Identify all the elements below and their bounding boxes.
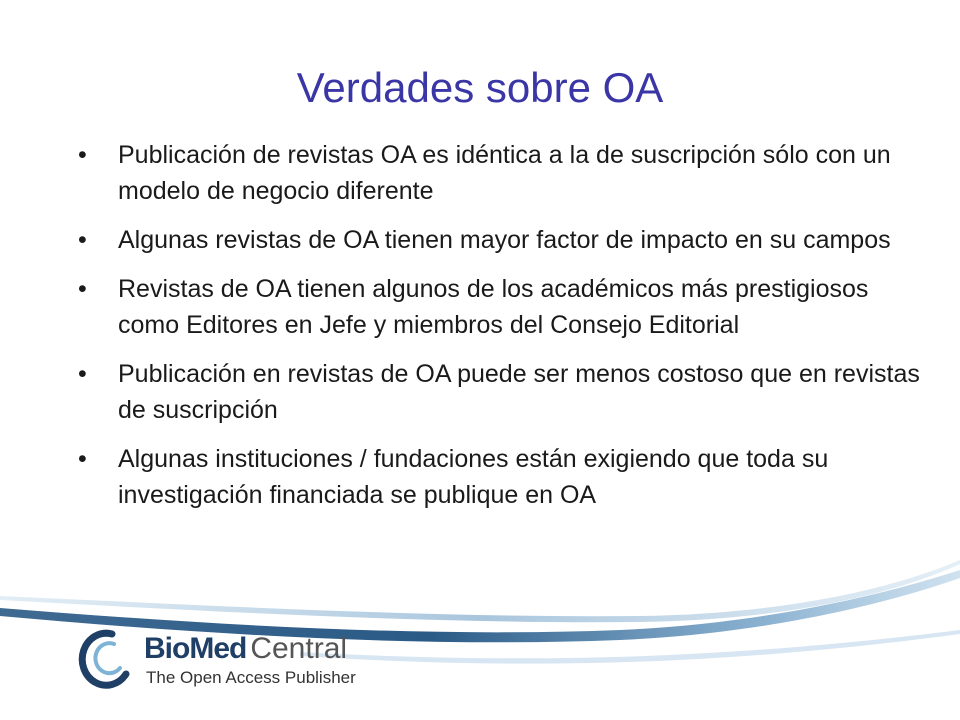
- bullet-marker: •: [78, 445, 87, 473]
- bullet-text: Publicación de revistas OA es idéntica a la de suscripción sólo con un modelo de negocio diferente: [118, 141, 891, 205]
- bullet-text: Algunas instituciones / fundaciones están exigiendo que toda su investigación financiada se publique en OA: [118, 445, 829, 509]
- logo-bio-text: Bio: [144, 632, 190, 665]
- bullet-text: Algunas revistas de OA tienen mayor factor de impacto en su campos: [118, 226, 891, 254]
- bullet-list: [72, 137, 932, 526]
- logo-central-text: Central: [250, 632, 348, 665]
- slide-title: Verdades sobre OA: [296, 64, 664, 111]
- biomed-central-logo: [78, 628, 378, 698]
- logo-med-text: Med: [189, 632, 247, 665]
- bullet-marker: •: [78, 275, 87, 303]
- bullet-text: Publicación en revistas de OA puede ser menos costoso que en revistas de suscripción: [118, 360, 920, 424]
- bullet-marker: •: [78, 141, 87, 169]
- logo-wordmark: [144, 632, 347, 666]
- logo-tagline: The Open Access Publisher: [146, 668, 356, 687]
- bullet-text: Revistas de OA tienen algunos de los académicos más prestigiosos como Editores en Jefe y miembros del Consejo Editorial: [118, 275, 869, 339]
- bullet-item: [72, 356, 932, 428]
- bullet-item: [72, 137, 932, 209]
- open-circle-logo-icon: [78, 628, 134, 690]
- bullet-marker: •: [78, 360, 87, 388]
- bullet-item: [72, 222, 932, 258]
- bullet-item: [72, 271, 932, 343]
- bullet-marker: •: [78, 226, 87, 254]
- bullet-item: [72, 441, 932, 513]
